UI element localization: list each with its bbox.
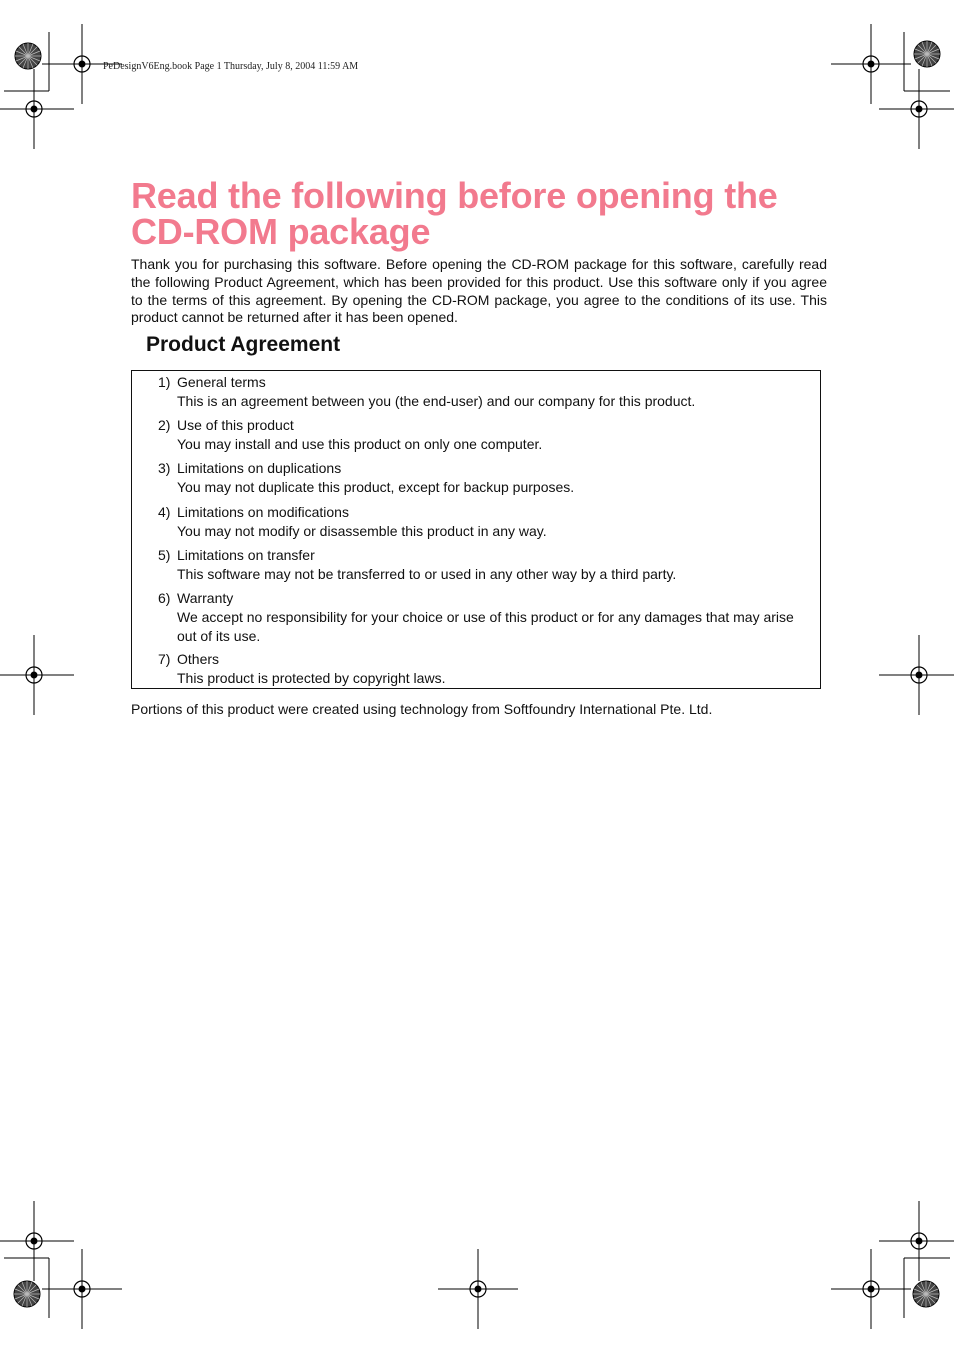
clause-title: Limitations on modifications bbox=[177, 504, 349, 520]
clause-body: This is an agreement between you (the end-user) and our company for this product. bbox=[177, 393, 696, 409]
clause-body: This software may not be transferred to or used in any other way by a third party. bbox=[177, 566, 677, 582]
clause-number: 6) bbox=[158, 590, 171, 606]
page-title-line-2: CD-ROM package bbox=[131, 211, 431, 252]
print-header: PeDesignV6Eng.book Page 1 Thursday, July 8, 2004 11:59 AM bbox=[103, 61, 359, 72]
clause-body: You may not duplicate this product, except for backup purposes. bbox=[177, 479, 575, 495]
clause-title: Limitations on duplications bbox=[177, 460, 342, 476]
clause-body: You may not modify or disassemble this product in any way. bbox=[177, 523, 547, 539]
agreement-box bbox=[131, 370, 821, 689]
section-heading: Product Agreement bbox=[146, 333, 341, 356]
clause-title: Warranty bbox=[177, 590, 234, 606]
clause-title: Others bbox=[177, 651, 220, 667]
clause-body: This product is protected by copyright laws. bbox=[177, 670, 446, 686]
clause-body: We accept no responsibility for your choice or use of this product or for any damages that may arise out of its use. bbox=[177, 609, 794, 644]
clause-body: You may install and use this product on only one computer. bbox=[177, 436, 543, 452]
page-title-line-1: Read the following before opening the bbox=[131, 175, 778, 216]
clause-number: 7) bbox=[158, 651, 171, 667]
clause-number: 5) bbox=[158, 547, 171, 563]
clause-number: 2) bbox=[158, 417, 171, 433]
clause-title: Use of this product bbox=[177, 417, 294, 433]
clause-number: 4) bbox=[158, 504, 171, 520]
clause-title: Limitations on transfer bbox=[177, 547, 315, 563]
clause-title: General terms bbox=[177, 374, 266, 390]
clause-number: 1) bbox=[158, 374, 171, 390]
clause-number: 3) bbox=[158, 460, 171, 476]
intro-paragraph: Thank you for purchasing this software. Before opening the CD-ROM package for this software, carefully read the following Product Agreement, which has been provided for this product. Use this software only if you agree to the terms of this agreement. By opening the CD-ROM package, you agree to the conditions of its use. This product cannot be returned after it has been opened. bbox=[131, 256, 827, 326]
page-title bbox=[131, 175, 831, 252]
footer-note: Portions of this product were created using technology from Softfoundry International Pte. Ltd. bbox=[131, 701, 713, 717]
